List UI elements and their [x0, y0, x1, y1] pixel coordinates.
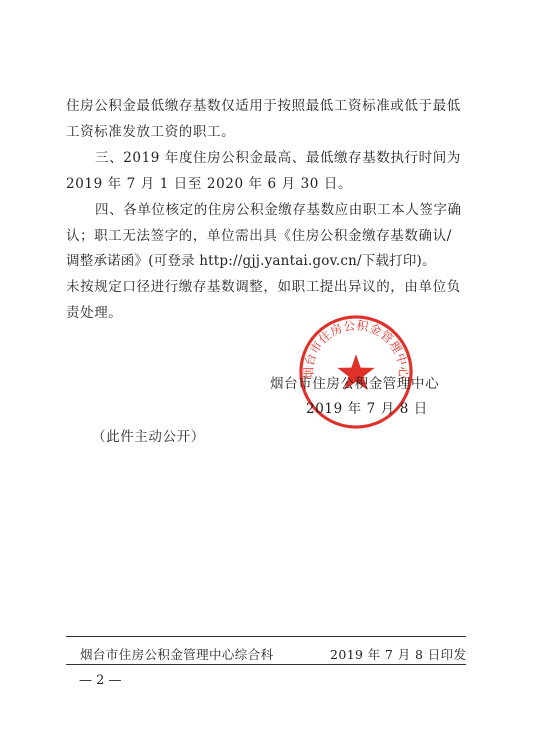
body-line-9: 责处理。 — [66, 305, 123, 321]
signature-date: 2019 年 7 月 8 日 — [306, 401, 428, 417]
body-line-2: 工资标准发放工资的职工。 — [66, 124, 236, 140]
body-line-4: 2019 年 7 月 1 日至 2020 年 6 月 30 日。 — [66, 176, 353, 192]
body-line-6: 认；职工无法签字的，单位需出具《住房公积金缴存基数确认/ — [66, 228, 452, 244]
footer-bottom-rule — [66, 664, 466, 665]
footer-top-rule — [66, 636, 466, 637]
body-line-8: 未按规定口径进行缴存基数调整，如职工提出异议的，由单位负 — [66, 279, 461, 295]
svg-text:烟台市住房公积金管理中心: 烟台市住房公积金管理中心 — [301, 318, 411, 379]
footer-issuer: 烟台市住房公积金管理中心综合科 — [80, 647, 274, 662]
body-line-3: 三、2019 年度住房公积金最高、最低缴存基数执行时间为 — [95, 150, 461, 166]
page-number: — 2 — — [79, 673, 122, 688]
body-line-7: 调整承诺函》(可登录 http://gjj.yantai.gov.cn/下载打印)。 — [66, 253, 436, 269]
disclosure-note: （此件主动公开） — [92, 429, 205, 445]
footer-date: 2019 年 7 月 8 日印发 — [330, 647, 467, 662]
body-line-5: 四、各单位核定的住房公积金缴存基数应由职工本人签字确 — [95, 202, 462, 218]
signature-org: 烟台市住房公积金管理中心 — [270, 376, 440, 392]
body-line-1: 住房公积金最低缴存基数仅适用于按照最低工资标准或低于最低 — [66, 98, 461, 114]
